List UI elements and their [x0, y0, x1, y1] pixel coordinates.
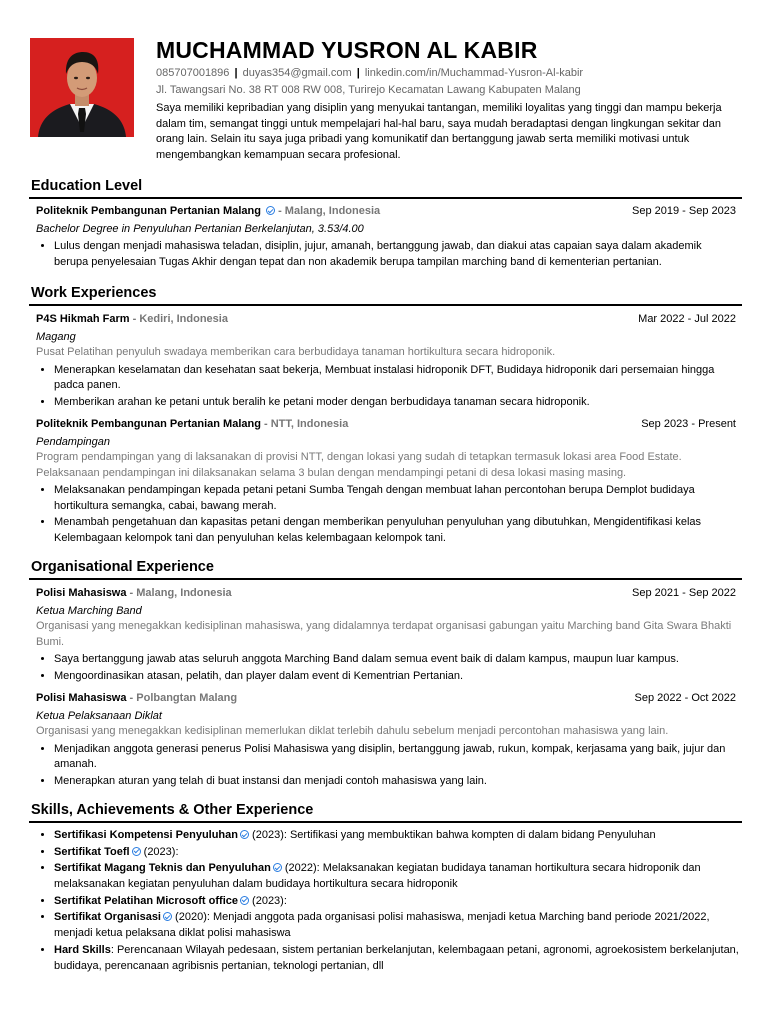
- list-item: [54, 909, 741, 941]
- skill-name: Hard Skills: [54, 943, 111, 956]
- skill-name: Sertifikat Magang Teknis dan Penyuluhan: [54, 862, 271, 874]
- list-item: • Menambah pengetahuan dan kapasitas petani dengan memberikan penyuluhan penyuluhan yang dibutuhkan, Mengidentifikasi kelas Kelembagaan kelompok tani dan penyuluhan kelas kelembagaan kelompok tani.: [54, 515, 736, 546]
- verified-check-icon: [240, 896, 249, 905]
- entry-description: Organisasi yang menegakkan kedisiplinan mahasiswa, yang didalamnya terdapat organisasi gabungan yaitu Marching band Gita Swara Bhakti Bumi.: [36, 620, 732, 648]
- list-item: • Lulus dengan menjadi mahasiswa teladan, disiplin, jujur, amanah, bertanggung jawab, dan diakui atas capaian saya dalam akademik berupa penyelesaian Tugas Akhir dengan tepat dan non akademik berupa tampilan marching band di kementerian pertanian.: [54, 239, 736, 270]
- list-item: • Menjadikan anggota generasi penerus Polisi Mahasiswa yang disiplin, bertanggung jawab, rukun, kompak, kerjasama yang baik, jujur dan amanah.: [54, 742, 736, 773]
- linkedin-link[interactable]: linkedin.com/in/Muchammad-Yusron-Al-kabir: [364, 67, 584, 79]
- entry-location: - Polbangtan Malang: [129, 692, 238, 704]
- profile-photo: [30, 38, 134, 137]
- email-link[interactable]: duyas354@gmail.com: [242, 67, 352, 79]
- list-item: [54, 860, 741, 892]
- work-entry: [36, 418, 736, 547]
- section-title-education: Education Level: [31, 178, 143, 194]
- entry-role: Bachelor Degree in Penyuluhan Pertanian Berkelanjutan, 3.53/4.00: [36, 223, 364, 235]
- candidate-name: MUCHAMMAD YUSRON AL KABIR: [156, 37, 538, 63]
- contact-line: [156, 67, 583, 79]
- education-entry: [36, 205, 736, 271]
- skill-text: (2023): Sertifikasi yang membuktikan bahwa kompten di dalam bidang Penyuluhan: [249, 829, 656, 841]
- skill-text: (2020): Menjadi anggota pada organisasi polisi mahasiswa, menjadi ketua Marching band periode 2021/2022, menjadi ketua pelaksana diklat polisi mahasiswa: [54, 911, 710, 939]
- person-portrait-icon: [30, 38, 134, 137]
- section-divider: [29, 197, 742, 199]
- profile-summary: Saya memiliki kepribadian yang disiplin yang menyukai tantangan, memiliki loyalitas yang tinggi dan mampu bekerja dalam tim, semangat tinggi untuk mempelajari hal-hal baru, saya mudah beradaptasi dengan lingkungan sekitar dan orang lain. Selain itu saya juga pribadi yang komunikatif dan bertanggung jawab serta memiliki motivasi untuk mengembangkan kemampuan secara profesional.: [156, 102, 722, 161]
- skills-list: [36, 827, 741, 974]
- list-item: • Menerapkan keselamatan dan kesehatan saat bekerja, Membuat instalasi hidroponik DFT, Budidaya hidroponik dari persemaian hingga padca panen.: [54, 363, 736, 394]
- entry-date: Sep 2021 - Sep 2022: [632, 587, 736, 599]
- entry-description: Organisasi yang menegakkan kedisiplinan memerlukan diklat terlebih dahulu sebelum menjadi percontohan mahasiswa yang lain.: [36, 725, 669, 737]
- section-divider: [29, 304, 742, 306]
- list-item: • Saya bertanggung jawab atas seluruh anggota Marching Band dalam semua event baik di dalam kampus, maupun luar kampus.: [54, 652, 736, 668]
- separator: |: [234, 67, 238, 79]
- section-title-organisation: Organisational Experience: [31, 559, 214, 575]
- verified-check-icon: [132, 847, 141, 856]
- separator: |: [356, 67, 360, 79]
- skill-text: (2023):: [248, 894, 287, 907]
- section-divider: [29, 578, 742, 580]
- phone-number: 085707001896: [156, 67, 230, 79]
- skill-text: : Perencanaan Wilayah pedesaan, sistem pertanian berkelanjutan, kelembagaan petani, agronomi, agroekosistem berkelanjutan, budidaya, perencanaan agribisnis pertanian, teknologi pertanian, dll: [54, 943, 739, 972]
- list-item: • Menerapkan aturan yang telah di buat instansi dan menjadi contoh mahasiswa yang lain.: [54, 774, 736, 790]
- list-item: [54, 827, 741, 843]
- entry-description: Program pendampingan yang di laksanakan di provisi NTT, dengan lokasi yang sudah di tetapkan termasuk lokasi area Food Estate. Pelaksanaan pendampingan ini dilaksanakan selama 3 bulan dengan mendampingi petani di desa lokasi masing masing.: [36, 451, 682, 479]
- list-item: [54, 844, 741, 860]
- skill-name: Sertifikat Toefl: [54, 845, 130, 858]
- entry-date: Sep 2023 - Present: [641, 418, 736, 430]
- entry-org: Politeknik Pembangunan Pertanian Malang: [36, 205, 261, 217]
- work-entry: [36, 313, 736, 411]
- entry-org: Polisi Mahasiswa: [36, 587, 127, 599]
- list-item: [54, 942, 741, 974]
- entry-date: Sep 2019 - Sep 2023: [632, 205, 736, 217]
- entry-location: - Kediri, Indonesia: [132, 313, 228, 325]
- entry-date: Mar 2022 - Jul 2022: [638, 313, 736, 325]
- verified-check-icon: [163, 912, 172, 921]
- organisation-entry: [36, 692, 736, 790]
- verified-check-icon: [273, 863, 282, 872]
- entry-location: - NTT, Indonesia: [264, 418, 349, 430]
- skill-name: Sertifikasi Kompetensi Penyuluhan: [54, 829, 238, 841]
- skill-text: (2023):: [140, 845, 179, 858]
- entry-location: - Malang, Indonesia: [278, 205, 381, 217]
- verified-check-icon: [266, 206, 275, 215]
- entry-role: Ketua Pelaksanaan Diklat: [36, 710, 162, 722]
- entry-role: Ketua Marching Band: [36, 605, 142, 617]
- section-title-work: Work Experiences: [31, 285, 157, 301]
- entry-role: Magang: [36, 331, 76, 343]
- entry-org: Polisi Mahasiswa: [36, 692, 127, 704]
- skill-name: Sertifikat Pelatihan Microsoft office: [54, 894, 238, 907]
- entry-location: - Malang, Indonesia: [129, 587, 232, 599]
- entry-description: Pusat Pelatihan penyuluh swadaya memberikan cara berbudidaya tanaman hortikultura secara hidroponik.: [36, 346, 556, 358]
- skill-text: (2022): Melaksanakan kegiatan budidaya tanaman hortikultura secara hidroponik dan melaksanakan kegiatan penyuluhan dalam budidaya hortikultura secara hidroponik: [54, 862, 701, 890]
- section-title-skills: Skills, Achievements & Other Experience: [31, 802, 314, 818]
- list-item: • Mengoordinasikan atasan, pelatih, dan player dalam event di Kementrian Pertanian.: [54, 669, 736, 685]
- entry-role: Pendampingan: [36, 436, 111, 448]
- entry-org: Politeknik Pembangunan Pertanian Malang: [36, 418, 261, 430]
- address: Jl. Tawangsari No. 38 RT 008 RW 008, Turirejo Kecamatan Lawang Kabupaten Malang: [156, 84, 581, 96]
- organisation-entry: [36, 587, 736, 685]
- list-item: • Melaksanakan pendampingan kepada petani petani Sumba Tengah dengan membuat lahan percontohan berupa Demplot budidaya hortikultura semangka, cabai, bawang merah.: [54, 483, 736, 514]
- list-item: [54, 893, 741, 909]
- entry-org: P4S Hikmah Farm: [36, 313, 130, 325]
- verified-check-icon: [240, 830, 249, 839]
- entry-date: Sep 2022 - Oct 2022: [634, 692, 736, 704]
- skill-name: Sertifikat Organisasi: [54, 911, 161, 923]
- section-divider: [29, 821, 742, 823]
- list-item: • Memberikan arahan ke petani untuk beralih ke petani moder dengan berbudidaya tanaman secara hidroponik.: [54, 395, 736, 411]
